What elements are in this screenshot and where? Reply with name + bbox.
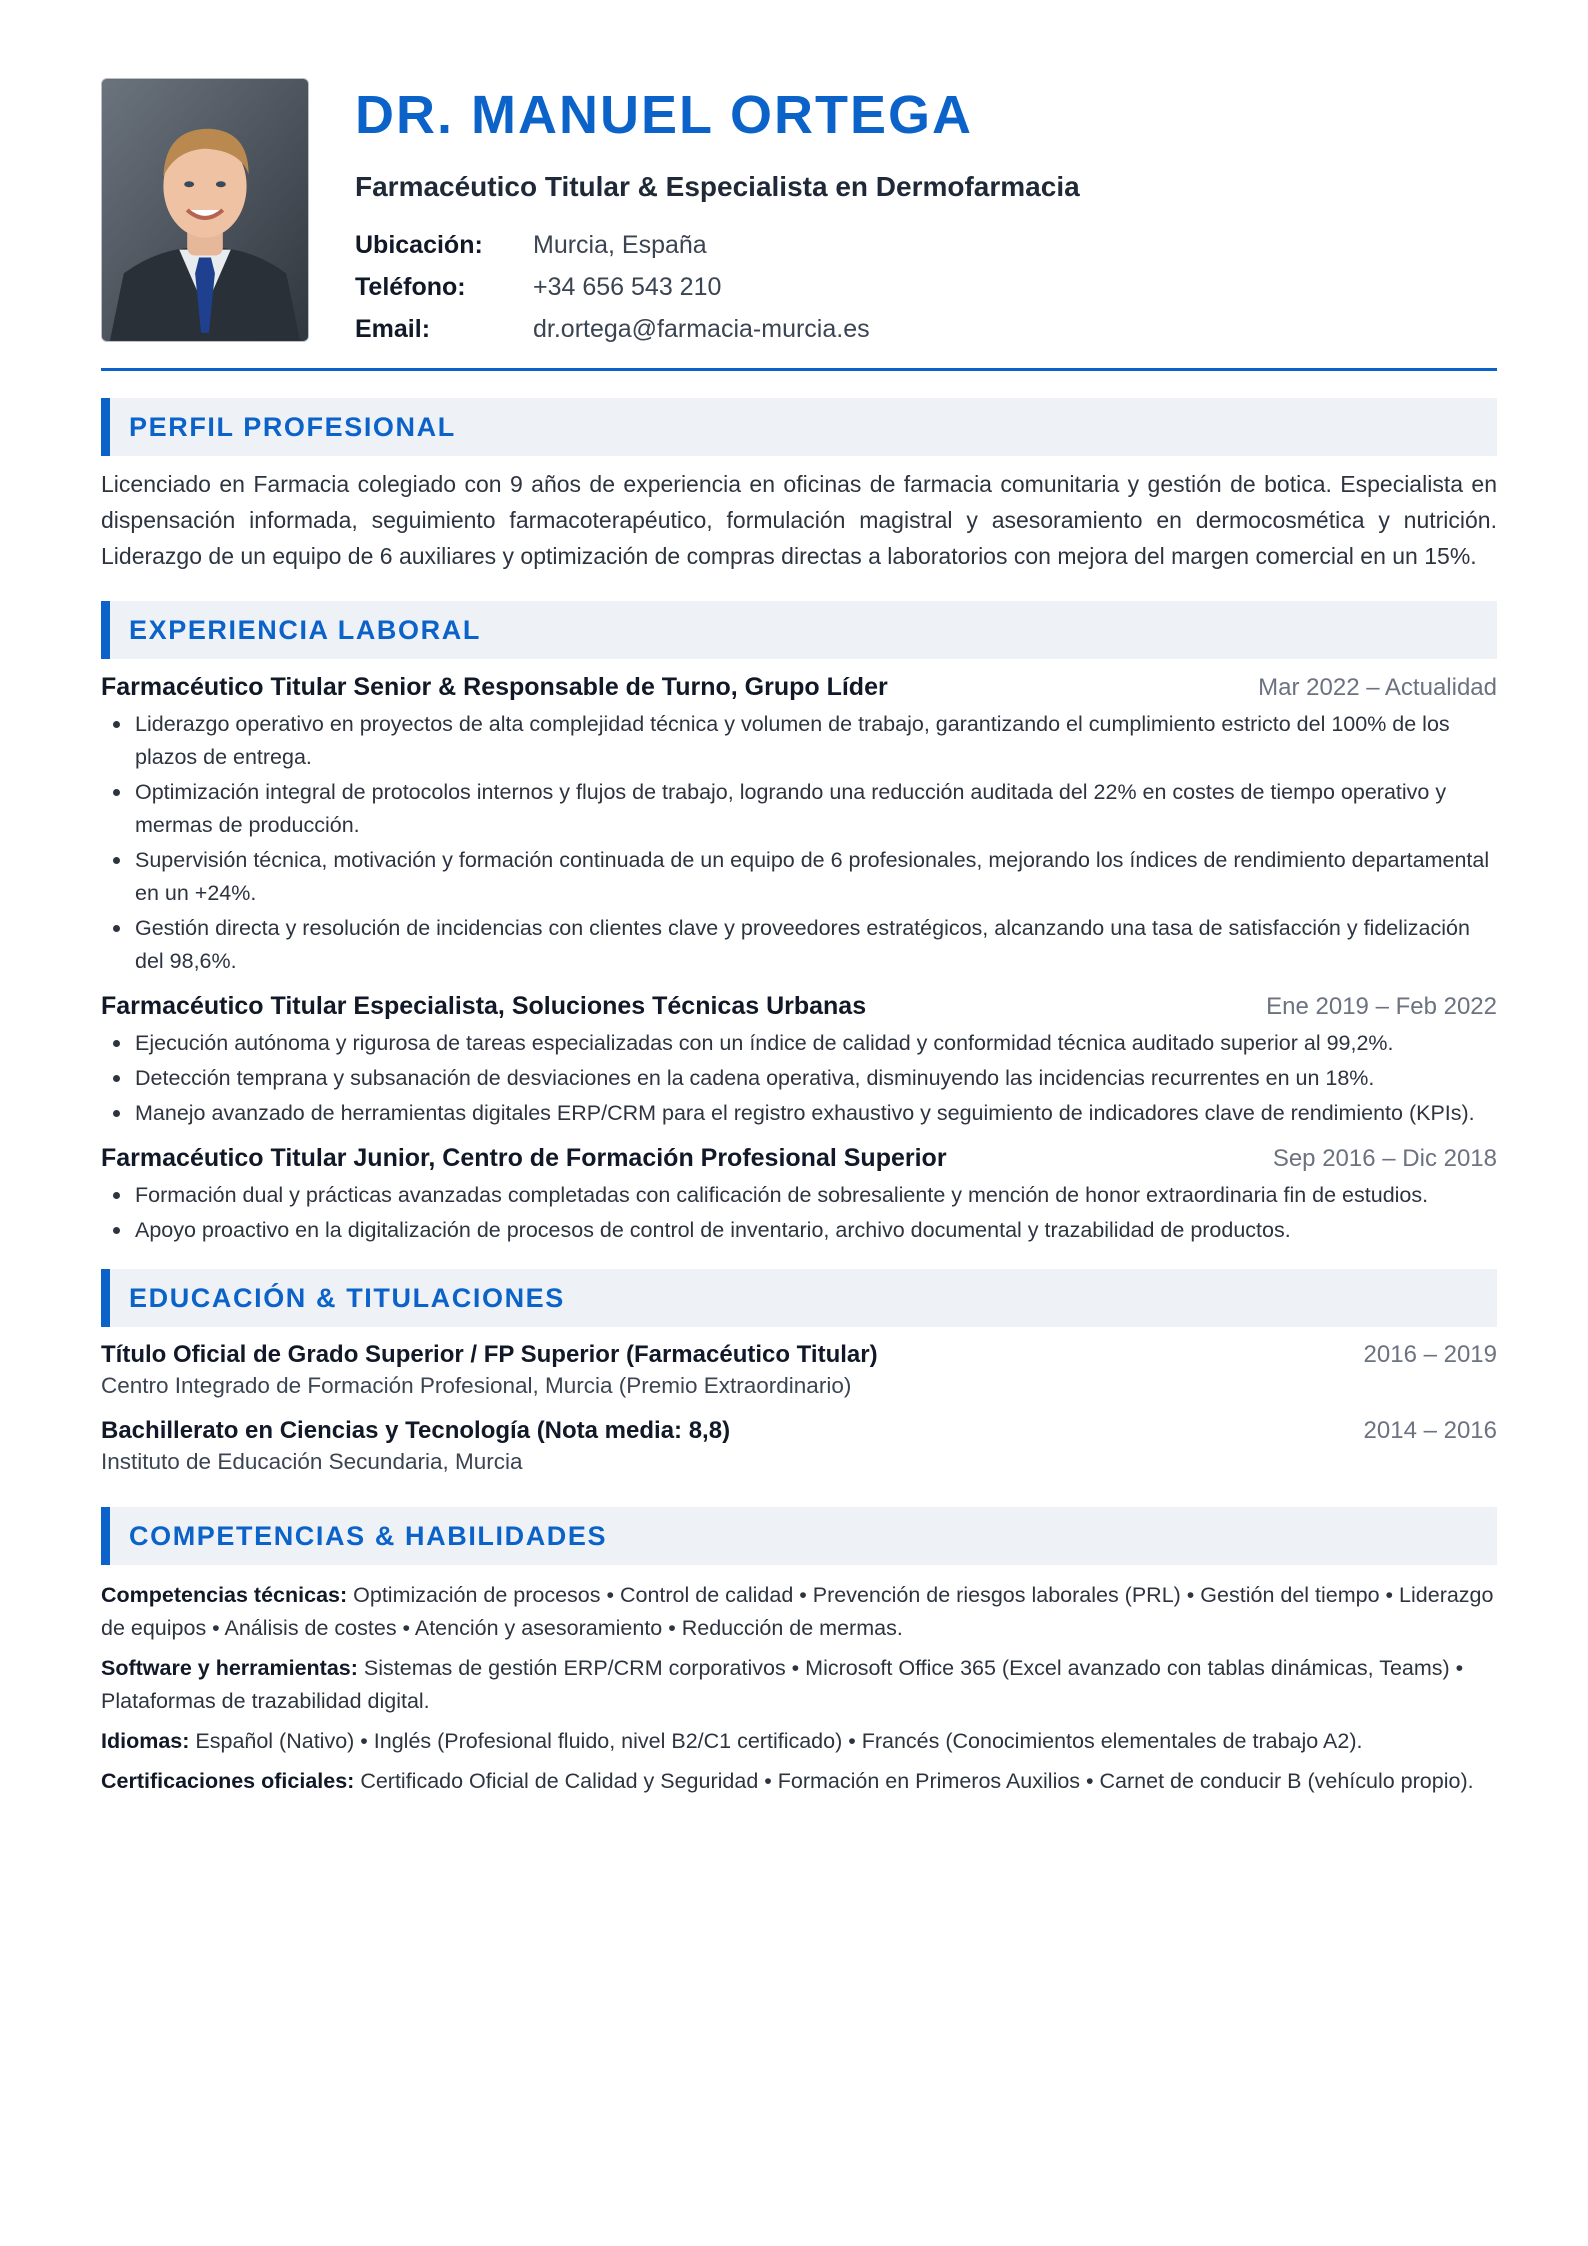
list-item: Manejo avanzado de herramientas digitales ERP/CRM para el registro exhaustivo y seguimiento de indicadores clave de rendimiento (KPIs). [135, 1097, 1497, 1130]
job-date: Sep 2016 – Dic 2018 [1272, 1145, 1497, 1172]
list-item: Apoyo proactivo en la digitalización de procesos de control de inventario, archivo documental y trazabilidad de productos. [135, 1214, 1497, 1247]
contact-phone [355, 266, 1497, 308]
section-title: PERFIL PROFESIONAL [129, 411, 456, 442]
education-institution: Centro Integrado de Formación Profesional, Murcia (Premio Extraordinario) [101, 1373, 852, 1398]
person-portrait-icon [102, 79, 308, 341]
job-entry [101, 992, 1497, 1130]
resume-header [101, 78, 1497, 342]
job-header [101, 673, 1497, 702]
candidate-name: DR. MANUEL ORTEGA [355, 85, 974, 145]
job-bullets [135, 1179, 1497, 1247]
list-item: Optimización integral de protocolos internos y flujos de trabajo, logrando una reducción auditada del 22% en costes de tiempo operativo y mermas de producción. [135, 776, 1497, 842]
phone-value: +34 656 543 210 [533, 273, 722, 301]
skill-text: Sistemas de gestión ERP/CRM corporativos • Microsoft Office 365 (Excel avanzado con tablas dinámicas, Teams) • Plataformas de trazabilidad digital. [101, 1656, 1464, 1713]
job-title: Farmacéutico Titular Senior & Responsable de Turno, Grupo Líder [101, 673, 888, 701]
skill-row [101, 1725, 1497, 1758]
skills-list [101, 1579, 1497, 1798]
job-bullets [135, 708, 1497, 978]
job-title: Farmacéutico Titular Especialista, Soluciones Técnicas Urbanas [101, 992, 867, 1020]
contact-location [355, 224, 1497, 266]
job-date: Mar 2022 – Actualidad [1258, 674, 1497, 701]
education-title: Título Oficial de Grado Superior / FP Superior (Farmacéutico Titular) [101, 1341, 878, 1368]
education-header [101, 1341, 1497, 1369]
education-header [101, 1417, 1497, 1445]
profile-summary: Licenciado en Farmacia colegiado con 9 años de experiencia en oficinas de farmacia comunitaria y gestión de botica. Especialista en dispensación informada, seguimiento farmacoterapéutico, formulación magistral y asesoramiento en dermocosmética y nutrición. Liderazgo de un equipo de 6 auxiliares y optimización de compras directas a laboratorios con mejora del margen comercial en un 15%. [101, 471, 1497, 569]
contact-label: Email: [355, 315, 431, 343]
skill-label: Competencias técnicas: [101, 1583, 348, 1607]
education-institution: Instituto de Educación Secundaria, Murcia [101, 1449, 523, 1474]
skill-text: Optimización de procesos • Control de calidad • Prevención de riesgos laborales (PRL) • Gestión del tiempo • Liderazgo de equipos • Análisis de costes • Atención y asesoramiento • Reducción de mermas. [101, 1583, 1494, 1640]
education-title: Bachillerato en Ciencias y Tecnología (Nota media: 8,8) [101, 1417, 731, 1444]
skill-label: Certificaciones oficiales: [101, 1769, 355, 1793]
skill-row [101, 1579, 1497, 1645]
skill-label: Idiomas: [101, 1729, 190, 1753]
section-header-skills [101, 1507, 1497, 1565]
education-entry [101, 1417, 1497, 1479]
section-title: EDUCACIÓN & TITULACIONES [129, 1282, 565, 1313]
list-item: Supervisión técnica, motivación y formación continuada de un equipo de 6 profesionales, mejorando los índices de rendimiento departamental en un +24%. [135, 844, 1497, 910]
profile-photo [101, 78, 309, 342]
job-entry [101, 1144, 1497, 1247]
header-divider [101, 368, 1497, 371]
contact-email [355, 308, 1497, 350]
list-item: Liderazgo operativo en proyectos de alta complejidad técnica y volumen de trabajo, garantizando el cumplimiento estricto del 100% de los plazos de entrega. [135, 708, 1497, 774]
education-date: 2016 – 2019 [1363, 1341, 1497, 1368]
job-date: Ene 2019 – Feb 2022 [1266, 993, 1497, 1020]
job-title: Farmacéutico Titular Junior, Centro de Formación Profesional Superior [101, 1144, 947, 1172]
section-header-profile [101, 398, 1497, 456]
education-entry [101, 1341, 1497, 1403]
list-item: Formación dual y prácticas avanzadas completadas con calificación de sobresaliente y mención de honor extraordinaria fin de estudios. [135, 1179, 1497, 1212]
skill-label: Software y herramientas: [101, 1656, 358, 1680]
email-value: dr.ortega@farmacia-murcia.es [533, 315, 870, 343]
skill-text: Español (Nativo) • Inglés (Profesional fluido, nivel B2/C1 certificado) • Francés (Conocimientos elementales de trabajo A2). [195, 1729, 1363, 1753]
contact-block [355, 224, 1497, 350]
skill-row [101, 1652, 1497, 1718]
job-entry [101, 673, 1497, 978]
job-header [101, 992, 1497, 1021]
contact-label: Teléfono: [355, 273, 466, 301]
list-item: Gestión directa y resolución de incidencias con clientes clave y proveedores estratégicos, alcanzando una tasa de satisfacción y fidelización del 98,6%. [135, 912, 1497, 978]
location-value: Murcia, España [533, 231, 707, 259]
skill-row [101, 1765, 1497, 1798]
section-title: COMPETENCIAS & HABILIDADES [129, 1520, 608, 1551]
list-item: Detección temprana y subsanación de desviaciones en la cadena operativa, disminuyendo las incidencias recurrentes en un 18%. [135, 1062, 1497, 1095]
education-date: 2014 – 2016 [1363, 1417, 1497, 1444]
candidate-headline: Farmacéutico Titular & Especialista en Dermofarmacia [355, 171, 1080, 202]
list-item: Ejecución autónoma y rigurosa de tareas especializadas con un índice de calidad y conformidad técnica auditado superior al 99,2%. [135, 1027, 1497, 1060]
section-title: EXPERIENCIA LABORAL [129, 614, 481, 645]
resume-page [101, 78, 1497, 1805]
skill-text: Certificado Oficial de Calidad y Seguridad • Formación en Primeros Auxilios • Carnet de conducir B (vehículo propio). [360, 1769, 1474, 1793]
section-header-experience [101, 601, 1497, 659]
job-bullets [135, 1027, 1497, 1130]
header-info [355, 78, 1497, 342]
contact-label: Ubicación: [355, 231, 483, 259]
job-header [101, 1144, 1497, 1173]
section-header-education [101, 1269, 1497, 1327]
